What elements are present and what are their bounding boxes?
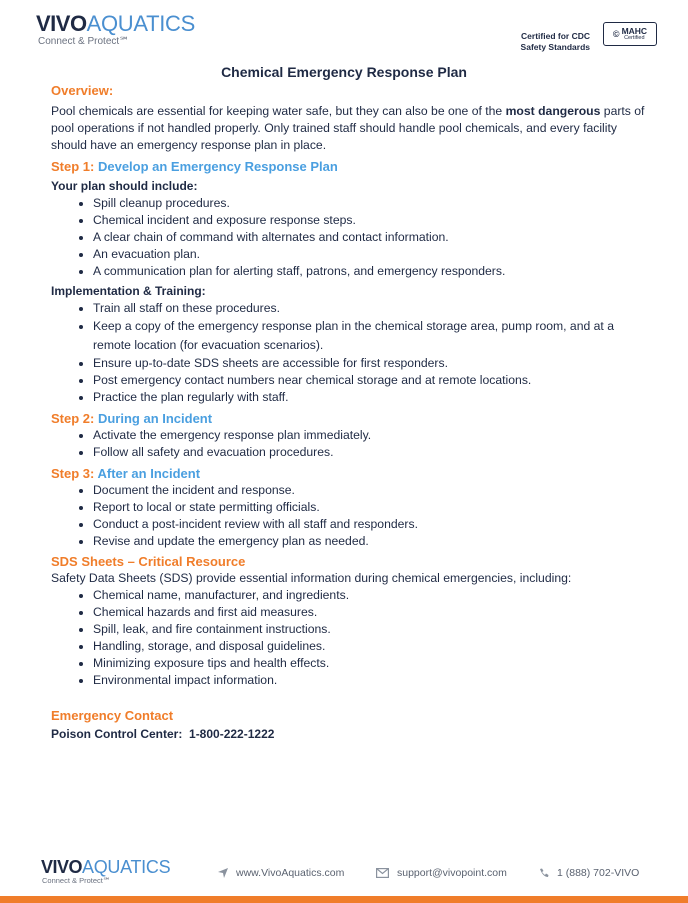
list-item: • Keep a copy of the emergency response plan in the chemical storage area, pump room, and at a remote location (for evacuation scenarios).	[93, 317, 651, 355]
phone-icon	[539, 868, 549, 878]
logo-tagline: Connect & Protect℠	[38, 36, 130, 47]
implementation-list	[51, 300, 651, 406]
list-item: • Document the incident and response.	[93, 482, 651, 499]
footer-website[interactable]	[218, 867, 344, 879]
mahc-c-icon: ©	[612, 29, 620, 39]
plan-subheading: Your plan should include:	[51, 179, 198, 193]
footer-phone-text: 1 (888) 702-VIVO	[557, 867, 640, 879]
poison-control-phone: 1-800-222-1222	[189, 727, 275, 741]
list-item: • A communication plan for alerting staff, patrons, and emergency responders.	[93, 263, 651, 280]
list-item: • Post emergency contact numbers near chemical storage and at remote locations.	[93, 372, 651, 389]
footer-email[interactable]	[376, 867, 507, 879]
list-item: • Conduct a post-incident review with all staff and responders.	[93, 516, 651, 533]
list-item: • Handling, storage, and disposal guidelines.	[93, 638, 651, 655]
document-body	[51, 82, 651, 743]
footer-phone[interactable]	[539, 867, 639, 879]
step2-heading	[51, 410, 651, 427]
step3-heading	[51, 465, 651, 482]
footer-logo-aquatics: AQUATICS	[82, 857, 171, 877]
step1-label: Step 1:	[51, 159, 95, 174]
overview-text-2: parts of pool operations if not handled properly. Only trained staff should handle pool chemicals, and every facility should have an emergency response plan in place.	[51, 104, 645, 152]
list-item: • Minimizing exposure tips and health effects.	[93, 655, 651, 672]
sds-heading: SDS Sheets – Critical Resource	[51, 554, 246, 569]
overview-paragraph	[51, 103, 651, 154]
vivo-aquatics-logo	[36, 13, 195, 47]
list-item: • Environmental impact information.	[93, 672, 651, 689]
step3-label: Step 3:	[51, 466, 95, 481]
mahc-badge	[603, 22, 657, 46]
list-item: • Spill, leak, and fire containment instructions.	[93, 621, 651, 638]
plan-list	[51, 195, 651, 280]
poison-control-label: Poison Control Center:	[51, 727, 183, 741]
list-item: • Revise and update the emergency plan as needed.	[93, 533, 651, 550]
step3-title: After an Incident	[97, 466, 201, 481]
list-item: • Ensure up-to-date SDS sheets are accessible for first responders.	[93, 355, 651, 372]
cert-line-2: Safety Standards	[520, 41, 590, 52]
footer-accent-bar	[0, 896, 688, 903]
emergency-contact-heading: Emergency Contact	[51, 708, 174, 723]
footer-website-text: www.VivoAquatics.com	[236, 867, 345, 879]
list-item: • Chemical name, manufacturer, and ingredients.	[93, 587, 651, 604]
sds-intro: Safety Data Sheets (SDS) provide essential information during chemical emergencies, including:	[51, 571, 572, 585]
logo-vivo: VIVO	[36, 11, 87, 36]
list-item: • Follow all safety and evacuation procedures.	[93, 444, 651, 461]
list-item: • Practice the plan regularly with staff.	[93, 389, 651, 406]
footer-logo-tagline: Connect & Protect℠	[42, 876, 111, 885]
list-item: • Train all staff on these procedures.	[93, 300, 651, 317]
step3-list	[51, 482, 651, 550]
list-item: • A clear chain of command with alternates and contact information.	[93, 229, 651, 246]
cert-line-1: Certified for CDC	[521, 31, 590, 41]
sds-list	[51, 587, 651, 689]
list-item: • Chemical incident and exposure response steps.	[93, 212, 651, 229]
step2-label: Step 2:	[51, 411, 95, 426]
list-item: • Spill cleanup procedures.	[93, 195, 651, 212]
logo-aquatics: AQUATICS	[86, 11, 196, 36]
page-title: Chemical Emergency Response Plan	[221, 64, 467, 80]
mahc-title: MAHC	[621, 26, 648, 36]
step2-title: During an Incident	[97, 411, 213, 426]
step1-title: Develop an Emergency Response Plan	[97, 159, 338, 174]
overview-text-1: Pool chemicals are essential for keeping water safe, but they can also be one of the	[51, 104, 506, 118]
overview-bold: most dangerous	[505, 104, 601, 118]
list-item: • Activate the emergency response plan immediately.	[93, 427, 651, 444]
send-arrow-icon	[218, 868, 228, 878]
cdc-certification-text	[508, 31, 590, 52]
list-item: • An evacuation plan.	[93, 246, 651, 263]
poison-control-line	[51, 726, 651, 743]
list-item: • Report to local or state permitting officials.	[93, 499, 651, 516]
overview-heading: Overview:	[51, 83, 114, 98]
list-item: • Chemical hazards and first aid measures.	[93, 604, 651, 621]
step2-list	[51, 427, 651, 461]
footer-logo	[41, 858, 170, 885]
mahc-sub: Certified	[624, 34, 645, 41]
footer-email-text: support@vivopoint.com	[397, 867, 507, 879]
footer-logo-vivo: VIVO	[41, 857, 83, 877]
step1-heading	[51, 158, 651, 175]
implementation-subheading: Implementation & Training:	[51, 284, 206, 298]
envelope-icon	[376, 868, 389, 878]
